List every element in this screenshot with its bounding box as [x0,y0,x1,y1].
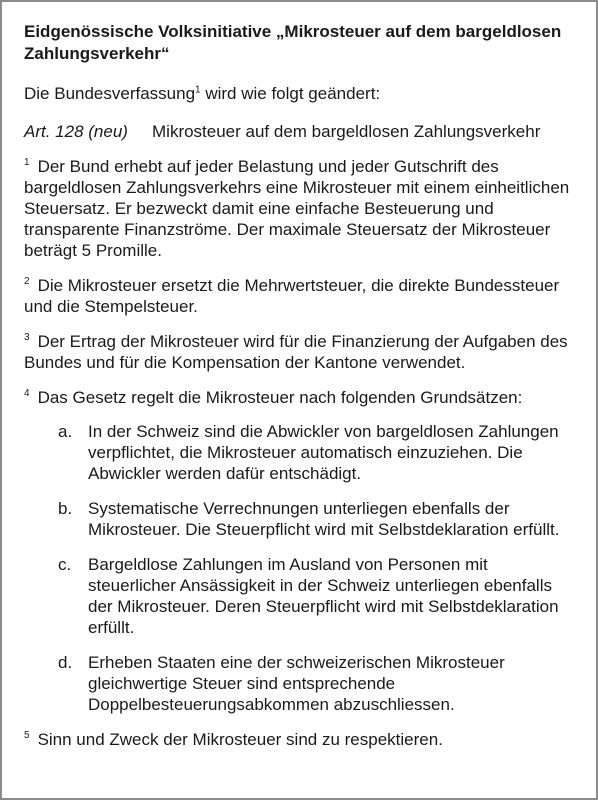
paragraph-5 [24,729,572,750]
list-item [24,554,572,638]
document-title: Eidgenössische Volksinitiative „Mikrosteuer auf dem bargeldlosen Zahlungsverkehr“ [24,22,562,63]
amendment-rest: wird wie folgt geändert: [200,84,381,103]
amendment-line [24,83,572,104]
paragraph-text: Der Bund erhebt auf jeder Belastung und jeder Gutschrift des bargeldlosen Zahlungsverkehrs eine Mikrosteuer mit einem einheitlichen Steuersatz. Er bezweckt damit eine einfache Besteuerung und transparente Finanzströme. Der maximale Steuersatz der Mikrosteuer beträgt 5 Promille. [24,157,570,260]
article-heading [24,121,572,142]
list-item-letter: d. [58,653,73,672]
amendment-footnote-marker: 1 [195,84,201,96]
paragraph-number: 1 [24,157,30,169]
paragraph-text: Der Ertrag der Mikrosteuer wird für die Finanzierung der Aufgaben des Bundes und für die Kompensation der Kantone verwendet. [24,332,568,372]
paragraph-number: 3 [24,332,30,344]
list-item-text: In der Schweiz sind die Abwickler von bargeldlosen Zahlungen verpflichtet, die Mikrosteuer automatisch einzuziehen. Die Abwickler werden dafür entschädigt. [88,422,559,483]
paragraph-number: 2 [24,276,30,288]
list-item [24,652,572,715]
list-item-text: Bargeldlose Zahlungen im Ausland von Personen mit steuerlicher Ansässigkeit in der Schweiz unterliegen ebenfalls der Mikrosteuer. Deren Steuerpflicht wird mit Selbstdeklaration erfüllt. [88,555,559,637]
document-content [24,21,572,750]
list-item-letter: a. [58,422,73,441]
amendment-text: Die Bundesverfassung [24,84,196,103]
article-number: Art. 128 (neu) [24,122,128,141]
list-item-text: Erheben Staaten eine der schweizerischen Mikrosteuer gleichwertige Steuer sind entsprechende Doppelbesteuerungsabkommen abzuschliessen. [88,653,505,714]
paragraph-1 [24,156,572,261]
paragraph-4 [24,387,572,408]
paragraph-3 [24,331,572,373]
list-item-letter: c. [58,555,72,574]
paragraph-text: Sinn und Zweck der Mikrosteuer sind zu respektieren. [37,730,443,749]
principles-list [24,421,572,715]
paragraph-number: 5 [24,730,30,742]
paragraph-number: 4 [24,388,30,400]
list-item [24,421,572,484]
paragraph-text: Das Gesetz regelt die Mikrosteuer nach folgenden Grundsätzen: [37,388,523,407]
list-item [24,498,572,540]
list-item-letter: b. [58,499,73,518]
article-title: Mikrosteuer auf dem bargeldlosen Zahlungsverkehr [152,122,541,141]
paragraph-2 [24,275,572,317]
list-item-text: Systematische Verrechnungen unterliegen ebenfalls der Mikrosteuer. Die Steuerpflicht wird mit Selbstdeklaration erfüllt. [88,499,560,539]
paragraph-text: Die Mikrosteuer ersetzt die Mehrwertsteuer, die direkte Bundessteuer und die Stempelsteuer. [24,276,560,316]
